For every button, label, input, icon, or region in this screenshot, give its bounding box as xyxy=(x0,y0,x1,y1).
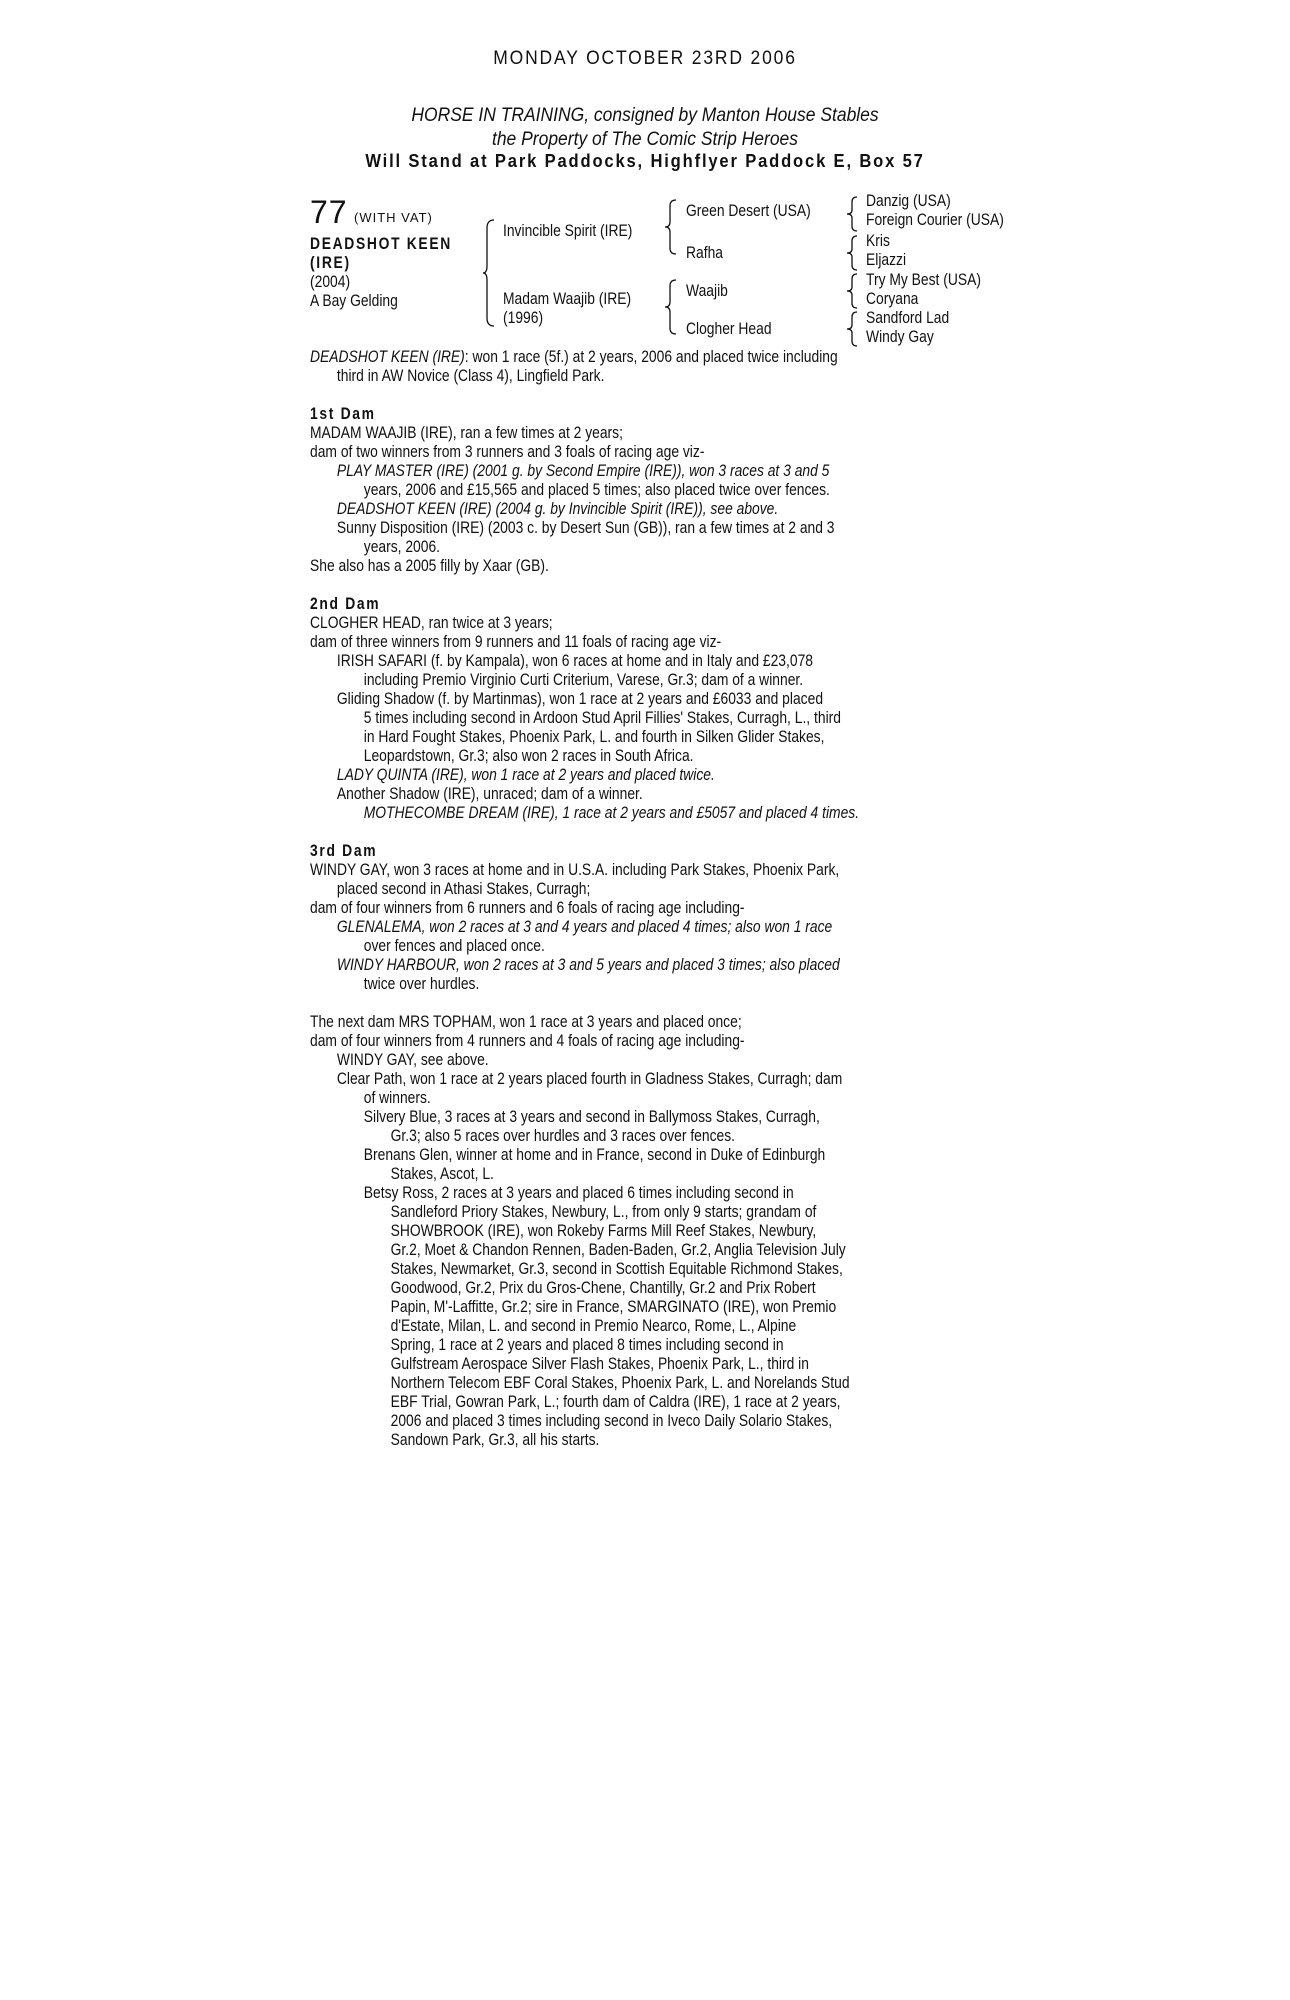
second-dam-line: in Hard Fought Stakes, Phoenix Park, L. and fourth in Silken Glider Stakes, xyxy=(363,728,825,746)
third-dam-line: dam of four winners from 6 runners and 6 foals of racing age including- xyxy=(310,899,745,917)
second-dam-line: including Premio Virginio Curti Criterium, Varese, Gr.3; dam of a winner. xyxy=(363,671,804,689)
third-dam-line: over fences and placed once. xyxy=(363,937,545,955)
pedigree-dam-sire: Waajib xyxy=(686,282,728,300)
next-dam-line: Stakes, Ascot, L. xyxy=(390,1165,494,1183)
third-dam-heading: 3rd Dam xyxy=(310,842,378,860)
first-dam-line: MADAM WAAJIB (IRE), ran a few times at 2 years; xyxy=(310,424,623,442)
horse-name xyxy=(310,235,452,273)
second-dam-line: IRISH SAFARI (f. by Kampala), won 6 races at home and in Italy and £23,078 xyxy=(336,652,813,670)
foaling-year: (2004) xyxy=(310,273,351,291)
consignment-line-2: the Property of The Comic Strip Heroes xyxy=(491,129,799,150)
horse-name-line-1: DEADSHOT KEEN xyxy=(310,235,452,253)
next-dam-line: Gr.3; also 5 races over hurdles and 3 races over fences. xyxy=(390,1127,736,1145)
next-dam-line: Sandown Park, Gr.3, all his starts. xyxy=(390,1431,600,1449)
next-dam-line: Sandleford Priory Stakes, Newbury, L., from only 9 starts; grandam of xyxy=(390,1203,817,1221)
pedigree-dam-dam: Clogher Head xyxy=(686,320,772,338)
third-dam-line: WINDY GAY, won 3 races at home and in U.S.A. including Park Stakes, Phoenix Park, xyxy=(310,861,840,879)
next-dam-line: WINDY GAY, see above. xyxy=(336,1051,489,1069)
second-dam-line: Gliding Shadow (f. by Martinmas), won 1 race at 2 years and £6033 and placed xyxy=(336,690,824,708)
first-dam-line: She also has a 2005 filly by Xaar (GB). xyxy=(310,557,549,575)
next-dam-line: Northern Telecom EBF Coral Stakes, Phoenix Park, L. and Norelands Stud xyxy=(390,1374,850,1392)
pedigree-brace-main xyxy=(482,218,498,328)
pedigree-brace-dam xyxy=(664,278,680,336)
third-dam-line: WINDY HARBOUR, won 2 races at 3 and 5 years and placed 3 times; also placed xyxy=(336,956,840,974)
pedigree-dam-year: (1996) xyxy=(503,309,544,327)
next-dam-line: Spring, 1 race at 2 years and placed 8 times including second in xyxy=(390,1336,784,1354)
next-dam-line: d'Estate, Milan, L. and second in Premio Nearco, Rome, L., Alpine xyxy=(390,1317,797,1335)
next-dam-line: Gr.2, Moet & Chandon Rennen, Baden-Baden, Gr.2, Anglia Television July xyxy=(390,1241,846,1259)
summary-line-1 xyxy=(310,348,898,367)
first-dam-line: dam of two winners from 3 runners and 3 foals of racing age viz- xyxy=(310,443,705,461)
first-dam-heading: 1st Dam xyxy=(310,405,376,423)
consignment-info xyxy=(52,104,1239,152)
next-dam-line: Stakes, Newmarket, Gr.3, second in Scottish Equitable Richmond Stakes, xyxy=(390,1260,843,1278)
lot-number: 77 xyxy=(310,194,348,230)
consignment-line-1: HORSE IN TRAINING, consigned by Manton House Stables xyxy=(411,105,879,126)
next-dam-line: dam of four winners from 4 runners and 4 foals of racing age including- xyxy=(310,1032,745,1050)
first-dam-line: years, 2006 and £15,565 and placed 5 times; also placed twice over fences. xyxy=(363,481,830,499)
second-dam-line: 5 times including second in Ardoon Stud April Fillies' Stakes, Curragh, L., third xyxy=(363,709,841,727)
second-dam-line: MOTHECOMBE DREAM (IRE), 1 race at 2 years and £5057 and placed 4 times. xyxy=(363,804,860,822)
pedigree-ggp-7: Sandford Lad xyxy=(866,309,950,327)
pedigree-brace-ggp-2 xyxy=(846,234,860,272)
catalogue-body xyxy=(310,348,1010,1450)
next-dam-line: of winners. xyxy=(363,1089,431,1107)
second-dam-heading: 2nd Dam xyxy=(310,595,381,613)
next-dam-line: Papin, M'-Laffitte, Gr.2; sire in France, SMARGINATO (IRE), won Premio xyxy=(390,1298,837,1316)
pedigree-brace-ggp-1 xyxy=(846,195,860,233)
pedigree-ggp-1: Danzig (USA) xyxy=(866,192,951,210)
next-dam-line: Gulfstream Aerospace Silver Flash Stakes, Phoenix Park, L., third in xyxy=(390,1355,809,1373)
next-dam-line: Silvery Blue, 3 races at 3 years and second in Ballymoss Stakes, Curragh, xyxy=(363,1108,820,1126)
first-dam-line: PLAY MASTER (IRE) (2001 g. by Second Empire (IRE)), won 3 races at 3 and 5 xyxy=(336,462,830,480)
pedigree-brace-ggp-4 xyxy=(846,310,860,348)
next-dam-line: Goodwood, Gr.2, Prix du Gros-Chene, Chantilly, Gr.2 and Prix Robert xyxy=(390,1279,816,1297)
pedigree-dam xyxy=(503,290,631,328)
next-dam-line: Betsy Ross, 2 races at 3 years and placed 6 times including second in xyxy=(363,1184,794,1202)
horse-description: A Bay Gelding xyxy=(310,292,398,310)
pedigree-ggp-4: Eljazzi xyxy=(866,251,907,269)
second-dam-line: dam of three winners from 9 runners and 11 foals of racing age viz- xyxy=(310,633,722,651)
horse-details xyxy=(310,273,398,311)
next-dam-line: SHOWBROOK (IRE), won Rokeby Farms Mill Reef Stakes, Newbury, xyxy=(390,1222,817,1240)
pedigree-brace-sire xyxy=(664,198,680,256)
vat-label: (WITH VAT) xyxy=(354,210,433,225)
summary-horse-name: DEADSHOT KEEN (IRE) xyxy=(310,348,465,366)
pedigree-dam-name: Madam Waajib (IRE) xyxy=(503,290,632,308)
third-dam-line: placed second in Athasi Stakes, Curragh; xyxy=(336,880,591,898)
summary-race-record: : won 1 race (5f.) at 2 years, 2006 and placed twice including xyxy=(464,348,838,366)
next-dam-line: EBF Trial, Gowran Park, L.; fourth dam of Caldra (IRE), 1 race at 2 years, xyxy=(390,1393,841,1411)
next-dam-line: 2006 and placed 3 times including second in Iveco Daily Solario Stakes, xyxy=(390,1412,833,1430)
stabling-location: Will Stand at Park Paddocks, Highflyer Paddock E, Box 57 xyxy=(365,151,925,171)
second-dam-line: CLOGHER HEAD, ran twice at 3 years; xyxy=(310,614,553,632)
sale-date: MONDAY OCTOBER 23RD 2006 xyxy=(493,48,797,69)
second-dam-line: LADY QUINTA (IRE), won 1 race at 2 years and placed twice. xyxy=(336,766,715,784)
pedigree-ggp-8: Windy Gay xyxy=(866,328,934,346)
next-dam-line: The next dam MRS TOPHAM, won 1 race at 3 years and placed once; xyxy=(310,1013,742,1031)
third-dam-line: twice over hurdles. xyxy=(363,975,480,993)
pedigree-ggp-2: Foreign Courier (USA) xyxy=(866,211,1004,229)
next-dam-line: Clear Path, won 1 race at 2 years placed fourth in Gladness Stakes, Curragh; dam xyxy=(336,1070,843,1088)
pedigree-brace-ggp-3 xyxy=(846,272,860,310)
pedigree-sire-dam: Rafha xyxy=(686,244,723,262)
first-dam-line: Sunny Disposition (IRE) (2003 c. by Desert Sun (GB)), ran a few times at 2 and 3 xyxy=(336,519,835,537)
pedigree-sire-sire: Green Desert (USA) xyxy=(686,202,811,220)
third-dam-line: GLENALEMA, won 2 races at 3 and 4 years and placed 4 times; also won 1 race xyxy=(336,918,833,936)
first-dam-line: DEADSHOT KEEN (IRE) (2004 g. by Invincible Spirit (IRE)), see above. xyxy=(336,500,779,518)
pedigree-sire: Invincible Spirit (IRE) xyxy=(503,222,633,240)
horse-name-line-2: (IRE) xyxy=(310,254,351,272)
first-dam-line: years, 2006. xyxy=(363,538,441,556)
pedigree-ggp-5: Try My Best (USA) xyxy=(866,271,981,289)
second-dam-line: Leopardstown, Gr.3; also won 2 races in South Africa. xyxy=(363,747,694,765)
summary-line-2: third in AW Novice (Class 4), Lingfield Park. xyxy=(336,367,605,385)
pedigree-ggp-3: Kris xyxy=(866,232,890,250)
second-dam-line: Another Shadow (IRE), unraced; dam of a winner. xyxy=(336,785,643,803)
next-dam-line: Brenans Glen, winner at home and in France, second in Duke of Edinburgh xyxy=(363,1146,826,1164)
pedigree-ggp-6: Coryana xyxy=(866,290,919,308)
